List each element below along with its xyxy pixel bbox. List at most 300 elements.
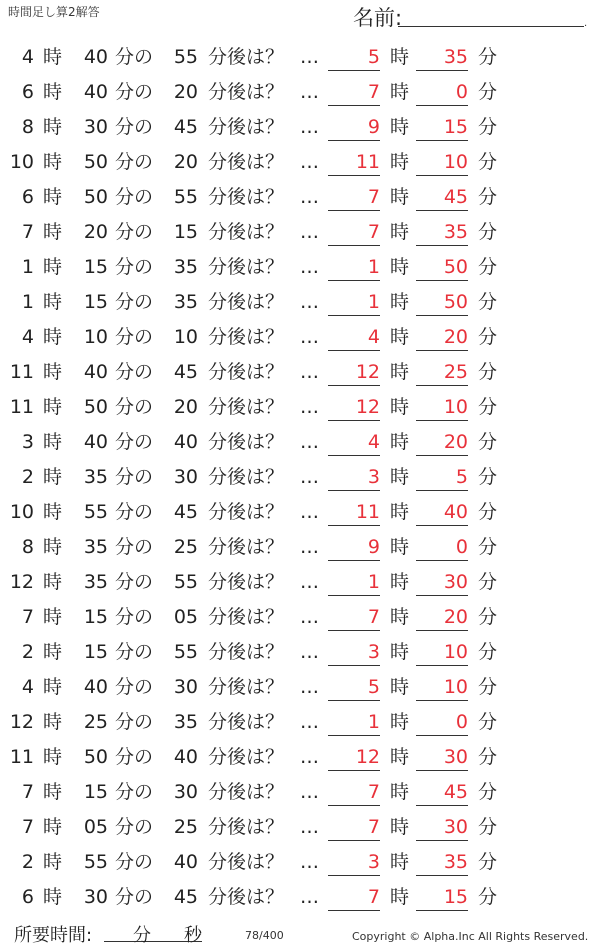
start-minute: 10 (83, 326, 108, 348)
added-minutes: 35 (173, 711, 198, 733)
answer-minute[interactable]: 0 (416, 530, 468, 561)
added-minutes: 35 (173, 291, 198, 313)
minute-of-label: 分の (115, 81, 154, 103)
problem-row (0, 880, 600, 915)
answer-minute-kanji: 分 (478, 116, 498, 138)
answer-hour[interactable]: 11 (328, 495, 380, 526)
minutes-after-label: 分後は？ (208, 431, 285, 453)
minutes-after-label: 分後は？ (208, 361, 285, 383)
answer-hour[interactable]: 7 (328, 775, 380, 806)
start-minute: 15 (83, 641, 108, 663)
minute-of-label: 分の (115, 46, 154, 68)
minutes-after-label: 分後は？ (208, 466, 285, 488)
answer-hour-kanji: 時 (390, 851, 410, 873)
ellipsis: … (300, 291, 319, 313)
ellipsis: … (300, 501, 319, 523)
start-hour: 2 (21, 851, 34, 873)
answer-hour-kanji: 時 (390, 291, 410, 313)
ellipsis: … (300, 81, 319, 103)
minutes-after-label: 分後は？ (208, 151, 285, 173)
minute-of-label: 分の (115, 361, 154, 383)
minute-of-label: 分の (115, 116, 154, 138)
ellipsis: … (300, 676, 319, 698)
minute-of-label: 分の (115, 711, 154, 733)
answer-hour-kanji: 時 (390, 501, 410, 523)
answer-hour[interactable]: 4 (328, 425, 380, 456)
ellipsis: … (300, 711, 319, 733)
required-time-minutes-unit: 分 (133, 925, 151, 946)
copyright-notice: Copyright © Alpha.Inc All Rights Reserved. (352, 930, 589, 943)
start-minute: 15 (83, 606, 108, 628)
ellipsis: … (300, 396, 319, 418)
answer-hour[interactable]: 7 (328, 600, 380, 631)
start-hour: 1 (21, 291, 34, 313)
start-hour: 11 (9, 396, 34, 418)
added-minutes: 30 (173, 781, 198, 803)
problem-row (0, 390, 600, 425)
start-hour: 3 (21, 431, 34, 453)
ellipsis: … (300, 256, 319, 278)
answer-hour[interactable]: 1 (328, 250, 380, 281)
minutes-after-label: 分後は？ (208, 396, 285, 418)
ellipsis: … (300, 466, 319, 488)
minutes-after-label: 分後は？ (208, 676, 285, 698)
minute-of-label: 分の (115, 536, 154, 558)
ellipsis: … (300, 886, 319, 908)
ellipsis: … (300, 571, 319, 593)
answer-hour-kanji: 時 (390, 186, 410, 208)
answer-minute-kanji: 分 (478, 221, 498, 243)
answer-minute-kanji: 分 (478, 536, 498, 558)
answer-minute[interactable]: 10 (416, 390, 468, 421)
answer-minute-kanji: 分 (478, 711, 498, 733)
answer-minute-kanji: 分 (478, 851, 498, 873)
minutes-after-label: 分後は？ (208, 501, 285, 523)
start-hour: 6 (21, 81, 34, 103)
minute-of-label: 分の (115, 221, 154, 243)
answer-minute-kanji: 分 (478, 46, 498, 68)
hour-kanji: 時 (43, 571, 63, 593)
added-minutes: 30 (173, 676, 198, 698)
ellipsis: … (300, 186, 319, 208)
hour-kanji: 時 (43, 186, 63, 208)
problem-row (0, 285, 600, 320)
answer-hour-kanji: 時 (390, 816, 410, 838)
start-minute: 35 (83, 466, 108, 488)
answer-hour-kanji: 時 (390, 361, 410, 383)
start-minute: 35 (83, 536, 108, 558)
answer-minute-kanji: 分 (478, 816, 498, 838)
hour-kanji: 時 (43, 886, 63, 908)
hour-kanji: 時 (43, 746, 63, 768)
added-minutes: 55 (173, 641, 198, 663)
added-minutes: 55 (173, 46, 198, 68)
answer-minute[interactable]: 45 (416, 775, 468, 806)
name-label: 名前: (353, 6, 403, 30)
start-hour: 10 (9, 501, 34, 523)
hour-kanji: 時 (43, 81, 63, 103)
start-hour: 1 (21, 256, 34, 278)
answer-minute[interactable]: 35 (416, 40, 468, 71)
ellipsis: … (300, 781, 319, 803)
added-minutes: 20 (173, 151, 198, 173)
start-hour: 6 (21, 186, 34, 208)
ellipsis: … (300, 851, 319, 873)
answer-minute[interactable]: 20 (416, 425, 468, 456)
start-minute: 40 (83, 81, 108, 103)
problem-row (0, 215, 600, 250)
answer-minute[interactable]: 10 (416, 635, 468, 666)
answer-minute-kanji: 分 (478, 361, 498, 383)
problem-row (0, 355, 600, 390)
answer-hour[interactable]: 3 (328, 845, 380, 876)
added-minutes: 35 (173, 256, 198, 278)
answer-hour-kanji: 時 (390, 746, 410, 768)
minutes-after-label: 分後は？ (208, 46, 285, 68)
answer-hour[interactable]: 1 (328, 705, 380, 736)
minute-of-label: 分の (115, 431, 154, 453)
answer-hour[interactable]: 12 (328, 390, 380, 421)
minutes-after-label: 分後は？ (208, 571, 285, 593)
required-time-label: 所要時間: (14, 925, 93, 946)
problem-row (0, 145, 600, 180)
answer-hour-kanji: 時 (390, 151, 410, 173)
answer-minute-kanji: 分 (478, 186, 498, 208)
start-minute: 30 (83, 886, 108, 908)
start-hour: 4 (21, 46, 34, 68)
answer-minute[interactable]: 15 (416, 880, 468, 911)
answer-minute[interactable]: 10 (416, 145, 468, 176)
start-minute: 15 (83, 781, 108, 803)
hour-kanji: 時 (43, 641, 63, 663)
answer-minute[interactable]: 35 (416, 215, 468, 246)
minute-of-label: 分の (115, 256, 154, 278)
answer-hour-kanji: 時 (390, 431, 410, 453)
answer-hour-kanji: 時 (390, 781, 410, 803)
start-minute: 40 (83, 676, 108, 698)
answer-hour-kanji: 時 (390, 116, 410, 138)
minutes-after-label: 分後は？ (208, 606, 285, 628)
answer-minute-kanji: 分 (478, 81, 498, 103)
problem-row (0, 180, 600, 215)
added-minutes: 40 (173, 746, 198, 768)
added-minutes: 40 (173, 431, 198, 453)
answer-hour[interactable]: 3 (328, 460, 380, 491)
added-minutes: 25 (173, 816, 198, 838)
problem-row (0, 775, 600, 810)
start-hour: 7 (21, 606, 34, 628)
hour-kanji: 時 (43, 711, 63, 733)
answer-minute-kanji: 分 (478, 641, 498, 663)
answer-hour[interactable]: 7 (328, 180, 380, 211)
problem-row (0, 670, 600, 705)
ellipsis: … (300, 746, 319, 768)
problem-row (0, 75, 600, 110)
minutes-after-label: 分後は？ (208, 851, 285, 873)
minute-of-label: 分の (115, 396, 154, 418)
answer-hour-kanji: 時 (390, 711, 410, 733)
added-minutes: 15 (173, 221, 198, 243)
answer-minute-kanji: 分 (478, 886, 498, 908)
minute-of-label: 分の (115, 501, 154, 523)
hour-kanji: 時 (43, 361, 63, 383)
minutes-after-label: 分後は？ (208, 781, 285, 803)
minutes-after-label: 分後は？ (208, 221, 285, 243)
ellipsis: … (300, 536, 319, 558)
problem-row (0, 530, 600, 565)
problem-row (0, 425, 600, 460)
hour-kanji: 時 (43, 46, 63, 68)
start-minute: 50 (83, 151, 108, 173)
answer-hour[interactable]: 3 (328, 635, 380, 666)
start-hour: 10 (9, 151, 34, 173)
minute-of-label: 分の (115, 571, 154, 593)
answer-hour[interactable]: 7 (328, 880, 380, 911)
problem-row (0, 495, 600, 530)
answer-hour-kanji: 時 (390, 641, 410, 663)
answer-minute[interactable]: 30 (416, 740, 468, 771)
answer-minute-kanji: 分 (478, 746, 498, 768)
answer-hour-kanji: 時 (390, 81, 410, 103)
minute-of-label: 分の (115, 291, 154, 313)
ellipsis: … (300, 606, 319, 628)
added-minutes: 20 (173, 396, 198, 418)
start-hour: 7 (21, 816, 34, 838)
worksheet-title: 時間足し算2解答 (8, 5, 100, 19)
answer-minute-kanji: 分 (478, 291, 498, 313)
hour-kanji: 時 (43, 116, 63, 138)
answer-minute-kanji: 分 (478, 606, 498, 628)
answer-hour-kanji: 時 (390, 396, 410, 418)
answer-hour[interactable]: 7 (328, 215, 380, 246)
answer-hour[interactable]: 9 (328, 530, 380, 561)
problem-row (0, 705, 600, 740)
hour-kanji: 時 (43, 256, 63, 278)
minutes-after-label: 分後は？ (208, 256, 285, 278)
problem-row (0, 565, 600, 600)
minute-of-label: 分の (115, 851, 154, 873)
answer-minute-kanji: 分 (478, 396, 498, 418)
minutes-after-label: 分後は？ (208, 641, 285, 663)
answer-minute[interactable]: 20 (416, 320, 468, 351)
answer-minute[interactable]: 50 (416, 250, 468, 281)
minutes-after-label: 分後は？ (208, 746, 285, 768)
added-minutes: 10 (173, 326, 198, 348)
answer-hour-kanji: 時 (390, 256, 410, 278)
answer-minute[interactable]: 30 (416, 565, 468, 596)
answer-hour-kanji: 時 (390, 536, 410, 558)
answer-minute-kanji: 分 (478, 676, 498, 698)
answer-hour[interactable]: 7 (328, 75, 380, 106)
added-minutes: 45 (173, 116, 198, 138)
answer-minute[interactable]: 40 (416, 495, 468, 526)
start-hour: 2 (21, 466, 34, 488)
start-minute: 25 (83, 711, 108, 733)
answer-hour[interactable]: 1 (328, 285, 380, 316)
hour-kanji: 時 (43, 396, 63, 418)
answer-minute-kanji: 分 (478, 326, 498, 348)
answer-hour-kanji: 時 (390, 221, 410, 243)
start-minute: 05 (83, 816, 108, 838)
ellipsis: … (300, 151, 319, 173)
ellipsis: … (300, 116, 319, 138)
answer-hour[interactable]: 12 (328, 740, 380, 771)
answer-hour-kanji: 時 (390, 46, 410, 68)
answer-minute-kanji: 分 (478, 466, 498, 488)
start-minute: 40 (83, 46, 108, 68)
start-hour: 7 (21, 221, 34, 243)
start-hour: 12 (9, 711, 34, 733)
hour-kanji: 時 (43, 606, 63, 628)
page-number: 78/400 (245, 929, 284, 942)
answer-hour[interactable]: 5 (328, 670, 380, 701)
minutes-after-label: 分後は？ (208, 886, 285, 908)
start-minute: 15 (83, 256, 108, 278)
minute-of-label: 分の (115, 606, 154, 628)
answer-hour[interactable]: 11 (328, 145, 380, 176)
answer-hour[interactable]: 1 (328, 565, 380, 596)
answer-hour[interactable]: 5 (328, 40, 380, 71)
hour-kanji: 時 (43, 851, 63, 873)
ellipsis: … (300, 221, 319, 243)
required-time-seconds-unit: 秒 (184, 925, 202, 946)
answer-minute[interactable]: 50 (416, 285, 468, 316)
minute-of-label: 分の (115, 676, 154, 698)
answer-minute[interactable]: 10 (416, 670, 468, 701)
start-minute: 50 (83, 396, 108, 418)
answer-minute[interactable]: 5 (416, 460, 468, 491)
answer-minute-kanji: 分 (478, 501, 498, 523)
answer-hour[interactable]: 9 (328, 110, 380, 141)
minute-of-label: 分の (115, 466, 154, 488)
start-hour: 7 (21, 781, 34, 803)
start-hour: 4 (21, 676, 34, 698)
answer-minute-kanji: 分 (478, 151, 498, 173)
name-field-line[interactable] (398, 26, 584, 27)
minutes-after-label: 分後は？ (208, 291, 285, 313)
hour-kanji: 時 (43, 501, 63, 523)
start-hour: 11 (9, 746, 34, 768)
answer-minute-kanji: 分 (478, 256, 498, 278)
start-minute: 35 (83, 571, 108, 593)
start-hour: 8 (21, 116, 34, 138)
answer-minute[interactable]: 45 (416, 180, 468, 211)
answer-hour[interactable]: 12 (328, 355, 380, 386)
problem-row (0, 40, 600, 75)
minute-of-label: 分の (115, 886, 154, 908)
answer-hour[interactable]: 4 (328, 320, 380, 351)
start-minute: 20 (83, 221, 108, 243)
answer-minute[interactable]: 25 (416, 355, 468, 386)
answer-minute[interactable]: 0 (416, 75, 468, 106)
start-minute: 40 (83, 431, 108, 453)
minutes-after-label: 分後は？ (208, 186, 285, 208)
start-hour: 12 (9, 571, 34, 593)
hour-kanji: 時 (43, 466, 63, 488)
problem-list (0, 40, 600, 915)
added-minutes: 45 (173, 361, 198, 383)
ellipsis: … (300, 816, 319, 838)
added-minutes: 40 (173, 851, 198, 873)
problem-row (0, 635, 600, 670)
answer-minute[interactable]: 20 (416, 600, 468, 631)
problem-row (0, 320, 600, 355)
ellipsis: … (300, 431, 319, 453)
added-minutes: 45 (173, 501, 198, 523)
hour-kanji: 時 (43, 816, 63, 838)
answer-hour-kanji: 時 (390, 571, 410, 593)
added-minutes: 55 (173, 186, 198, 208)
answer-minute[interactable]: 35 (416, 845, 468, 876)
minute-of-label: 分の (115, 746, 154, 768)
answer-hour-kanji: 時 (390, 466, 410, 488)
start-hour: 6 (21, 886, 34, 908)
added-minutes: 05 (173, 606, 198, 628)
added-minutes: 55 (173, 571, 198, 593)
ellipsis: … (300, 326, 319, 348)
answer-minute[interactable]: 15 (416, 110, 468, 141)
hour-kanji: 時 (43, 151, 63, 173)
hour-kanji: 時 (43, 536, 63, 558)
start-hour: 8 (21, 536, 34, 558)
minute-of-label: 分の (115, 641, 154, 663)
answer-hour[interactable]: 7 (328, 810, 380, 841)
hour-kanji: 時 (43, 781, 63, 803)
problem-row (0, 250, 600, 285)
start-minute: 15 (83, 291, 108, 313)
start-hour: 4 (21, 326, 34, 348)
start-hour: 11 (9, 361, 34, 383)
problem-row (0, 740, 600, 775)
start-hour: 2 (21, 641, 34, 663)
start-minute: 30 (83, 116, 108, 138)
start-minute: 55 (83, 501, 108, 523)
hour-kanji: 時 (43, 326, 63, 348)
answer-hour-kanji: 時 (390, 676, 410, 698)
hour-kanji: 時 (43, 221, 63, 243)
answer-hour-kanji: 時 (390, 606, 410, 628)
hour-kanji: 時 (43, 676, 63, 698)
minutes-after-label: 分後は？ (208, 326, 285, 348)
minutes-after-label: 分後は？ (208, 711, 285, 733)
start-minute: 50 (83, 186, 108, 208)
minutes-after-label: 分後は？ (208, 116, 285, 138)
problem-row (0, 110, 600, 145)
answer-minute[interactable]: 30 (416, 810, 468, 841)
answer-minute-kanji: 分 (478, 431, 498, 453)
ellipsis: … (300, 641, 319, 663)
answer-hour-kanji: 時 (390, 886, 410, 908)
hour-kanji: 時 (43, 431, 63, 453)
hour-kanji: 時 (43, 291, 63, 313)
answer-minute-kanji: 分 (478, 781, 498, 803)
ellipsis: … (300, 361, 319, 383)
answer-minute[interactable]: 0 (416, 705, 468, 736)
start-minute: 55 (83, 851, 108, 873)
minutes-after-label: 分後は？ (208, 81, 285, 103)
minutes-after-label: 分後は？ (208, 816, 285, 838)
answer-hour-kanji: 時 (390, 326, 410, 348)
problem-row (0, 460, 600, 495)
start-minute: 50 (83, 746, 108, 768)
ellipsis: … (300, 46, 319, 68)
name-field-end: . (584, 18, 588, 29)
minute-of-label: 分の (115, 151, 154, 173)
added-minutes: 45 (173, 886, 198, 908)
added-minutes: 25 (173, 536, 198, 558)
answer-minute-kanji: 分 (478, 571, 498, 593)
problem-row (0, 600, 600, 635)
